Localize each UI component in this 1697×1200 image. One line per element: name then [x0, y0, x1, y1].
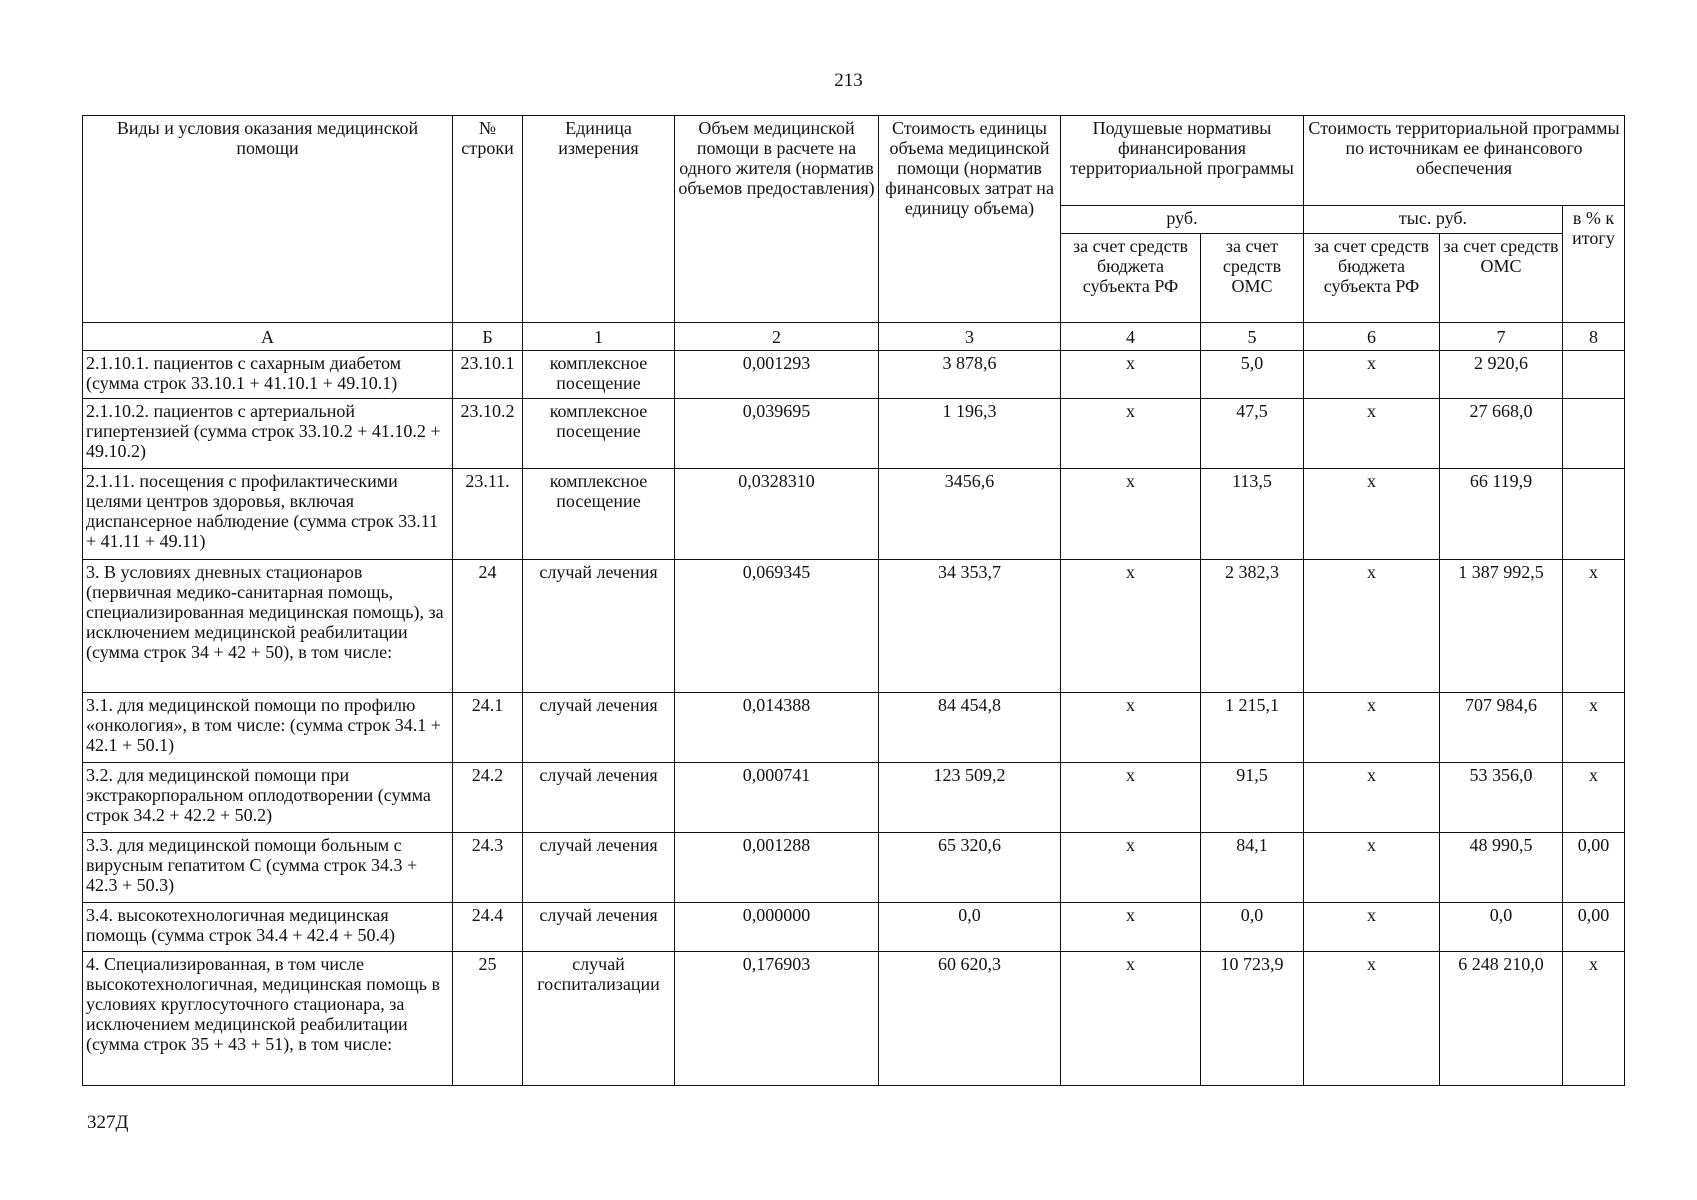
oms-thous-cell: 2 920,6: [1440, 351, 1563, 399]
unit-cell: случай лечения: [523, 763, 675, 833]
unit-cost-cell: 3456,6: [879, 469, 1061, 560]
budget-rub-cell: х: [1061, 763, 1201, 833]
unit-cost-cell: 84 454,8: [879, 693, 1061, 763]
volume-cell: 0,014388: [675, 693, 879, 763]
budget-rub-cell: х: [1061, 693, 1201, 763]
row-number-cell: 24.2: [453, 763, 523, 833]
table-row: [83, 903, 1625, 952]
unit-cost-cell: 0,0: [879, 903, 1061, 952]
table-row: [83, 763, 1625, 833]
table-row: [83, 351, 1625, 399]
volume-cell: 0,000741: [675, 763, 879, 833]
budget-thous-cell: х: [1304, 833, 1440, 903]
budget-rub-cell: х: [1061, 399, 1201, 469]
budget-rub-cell: х: [1061, 351, 1201, 399]
header-program-cost: Стоимость территориальной программы по источникам ее финансового обеспечения: [1304, 116, 1625, 206]
budget-rub-cell: х: [1061, 903, 1201, 952]
oms-rub-cell: 5,0: [1201, 351, 1304, 399]
page-number: 213: [834, 70, 863, 91]
care-type-cell: 4. Специализированная, в том числе высокотехнологичная, медицинская помощь в условиях круглосуточного стационара, за исключением медицинской реабилитации (сумма строк 35 + 43 + 51), в том числе:: [83, 952, 453, 1086]
oms-thous-cell: 0,0: [1440, 903, 1563, 952]
percent-cell: х: [1563, 952, 1625, 1086]
budget-thous-cell: х: [1304, 399, 1440, 469]
oms-rub-cell: 10 723,9: [1201, 952, 1304, 1086]
volume-cell: 0,001293: [675, 351, 879, 399]
unit-cell: случай лечения: [523, 693, 675, 763]
header-types-of-care: Виды и условия оказания медицинской помощи: [83, 116, 453, 323]
budget-thous-cell: х: [1304, 763, 1440, 833]
column-index-row: [83, 323, 1625, 351]
care-type-cell: 3.2. для медицинской помощи при экстракорпоральном оплодотворении (сумма строк 34.2 + 42.2 + 50.2): [83, 763, 453, 833]
table-row: [83, 833, 1625, 903]
budget-thous-cell: х: [1304, 903, 1440, 952]
volume-cell: 0,001288: [675, 833, 879, 903]
oms-rub-cell: 2 382,3: [1201, 560, 1304, 693]
budget-thous-cell: х: [1304, 469, 1440, 560]
row-number-cell: 23.10.2: [453, 399, 523, 469]
header-oms-rub: за счет средств ОМС: [1201, 234, 1304, 323]
header-percent: в % к итогу: [1563, 206, 1625, 323]
column-index: 8: [1563, 323, 1625, 351]
percent-cell: х: [1563, 693, 1625, 763]
care-type-cell: 3.3. для медицинской помощи больным с вирусным гепатитом С (сумма строк 34.3 + 42.3 + 50.3): [83, 833, 453, 903]
volume-cell: 0,000000: [675, 903, 879, 952]
header-unit-cost: Стоимость единицы объема медицинской помощи (норматив финансовых затрат на единицу объема): [879, 116, 1061, 323]
financing-table: [82, 115, 1625, 1086]
unit-cell: комплексное посещение: [523, 351, 675, 399]
percent-cell: х: [1563, 560, 1625, 693]
budget-thous-cell: х: [1304, 693, 1440, 763]
header-per-capita-normatives: Подушевые нормативы финансирования территориальной программы: [1061, 116, 1304, 206]
row-number-cell: 24.3: [453, 833, 523, 903]
percent-cell: 0,00: [1563, 903, 1625, 952]
table-row: [83, 560, 1625, 693]
table-row: [83, 952, 1625, 1086]
header-budget-rub: за счет средств бюджета субъекта РФ: [1061, 234, 1201, 323]
header-budget-thous: за счет средств бюджета субъекта РФ: [1304, 234, 1440, 323]
volume-cell: 0,176903: [675, 952, 879, 1086]
oms-thous-cell: 48 990,5: [1440, 833, 1563, 903]
table-row: [83, 469, 1625, 560]
column-index: 7: [1440, 323, 1563, 351]
budget-thous-cell: х: [1304, 952, 1440, 1086]
unit-cell: случай лечения: [523, 560, 675, 693]
percent-cell: 0,00: [1563, 833, 1625, 903]
budget-rub-cell: х: [1061, 833, 1201, 903]
row-number-cell: 24.4: [453, 903, 523, 952]
column-index: А: [83, 323, 453, 351]
oms-rub-cell: 91,5: [1201, 763, 1304, 833]
column-index: 5: [1201, 323, 1304, 351]
oms-rub-cell: 84,1: [1201, 833, 1304, 903]
oms-thous-cell: 707 984,6: [1440, 693, 1563, 763]
table-row: [83, 693, 1625, 763]
budget-rub-cell: х: [1061, 469, 1201, 560]
oms-thous-cell: 1 387 992,5: [1440, 560, 1563, 693]
oms-rub-cell: 1 215,1: [1201, 693, 1304, 763]
row-number-cell: 23.11.: [453, 469, 523, 560]
header-oms-thous: за счет средств ОМС: [1440, 234, 1563, 323]
budget-thous-cell: х: [1304, 351, 1440, 399]
care-type-cell: 2.1.10.2. пациентов с артериальной гипертензией (сумма строк 33.10.2 + 41.10.2 + 49.10.2): [83, 399, 453, 469]
care-type-cell: 2.1.11. посещения с профилактическими целями центров здоровья, включая диспансерное наблюдение (сумма строк 33.11 + 41.11 + 49.11): [83, 469, 453, 560]
percent-cell: [1563, 399, 1625, 469]
column-index: Б: [453, 323, 523, 351]
oms-thous-cell: 66 119,9: [1440, 469, 1563, 560]
row-number-cell: 23.10.1: [453, 351, 523, 399]
volume-cell: 0,0328310: [675, 469, 879, 560]
care-type-cell: 2.1.10.1. пациентов с сахарным диабетом (сумма строк 33.10.1 + 41.10.1 + 49.10.1): [83, 351, 453, 399]
column-index: 1: [523, 323, 675, 351]
unit-cell: случай лечения: [523, 903, 675, 952]
unit-cost-cell: 3 878,6: [879, 351, 1061, 399]
row-number-cell: 25: [453, 952, 523, 1086]
care-type-cell: 3. В условиях дневных стационаров (первичная медико-санитарная помощь, специализированная медицинская помощь), за исключением медицинской реабилитации (сумма строк 34 + 42 + 50), в том числе:: [83, 560, 453, 693]
budget-thous-cell: х: [1304, 560, 1440, 693]
header-rub: руб.: [1061, 206, 1304, 234]
column-index: 4: [1061, 323, 1201, 351]
oms-rub-cell: 0,0: [1201, 903, 1304, 952]
percent-cell: х: [1563, 763, 1625, 833]
header-row-number: № строки: [453, 116, 523, 323]
unit-cell: комплексное посещение: [523, 469, 675, 560]
oms-thous-cell: 6 248 210,0: [1440, 952, 1563, 1086]
table-row: [83, 399, 1625, 469]
unit-cost-cell: 60 620,3: [879, 952, 1061, 1086]
oms-rub-cell: 113,5: [1201, 469, 1304, 560]
oms-rub-cell: 47,5: [1201, 399, 1304, 469]
unit-cell: случай лечения: [523, 833, 675, 903]
unit-cell: случай госпитализации: [523, 952, 675, 1086]
unit-cell: комплексное посещение: [523, 399, 675, 469]
column-index: 6: [1304, 323, 1440, 351]
care-type-cell: 3.1. для медицинской помощи по профилю «онкология», в том числе: (сумма строк 34.1 + 42.1 + 50.1): [83, 693, 453, 763]
unit-cost-cell: 34 353,7: [879, 560, 1061, 693]
volume-cell: 0,069345: [675, 560, 879, 693]
header-row: [83, 116, 1625, 206]
header-unit: Единица измерения: [523, 116, 675, 323]
row-number-cell: 24: [453, 560, 523, 693]
column-index: 2: [675, 323, 879, 351]
header-thous-rub: тыс. руб.: [1304, 206, 1563, 234]
volume-cell: 0,039695: [675, 399, 879, 469]
row-number-cell: 24.1: [453, 693, 523, 763]
document-code: 327Д: [87, 1112, 129, 1133]
percent-cell: [1563, 469, 1625, 560]
percent-cell: [1563, 351, 1625, 399]
budget-rub-cell: х: [1061, 560, 1201, 693]
header-volume: Объем медицинской помощи в расчете на одного жителя (норматив объемов предоставления): [675, 116, 879, 323]
care-type-cell: 3.4. высокотехнологичная медицинская помощь (сумма строк 34.4 + 42.4 + 50.4): [83, 903, 453, 952]
oms-thous-cell: 53 356,0: [1440, 763, 1563, 833]
budget-rub-cell: х: [1061, 952, 1201, 1086]
unit-cost-cell: 1 196,3: [879, 399, 1061, 469]
unit-cost-cell: 65 320,6: [879, 833, 1061, 903]
unit-cost-cell: 123 509,2: [879, 763, 1061, 833]
column-index: 3: [879, 323, 1061, 351]
oms-thous-cell: 27 668,0: [1440, 399, 1563, 469]
